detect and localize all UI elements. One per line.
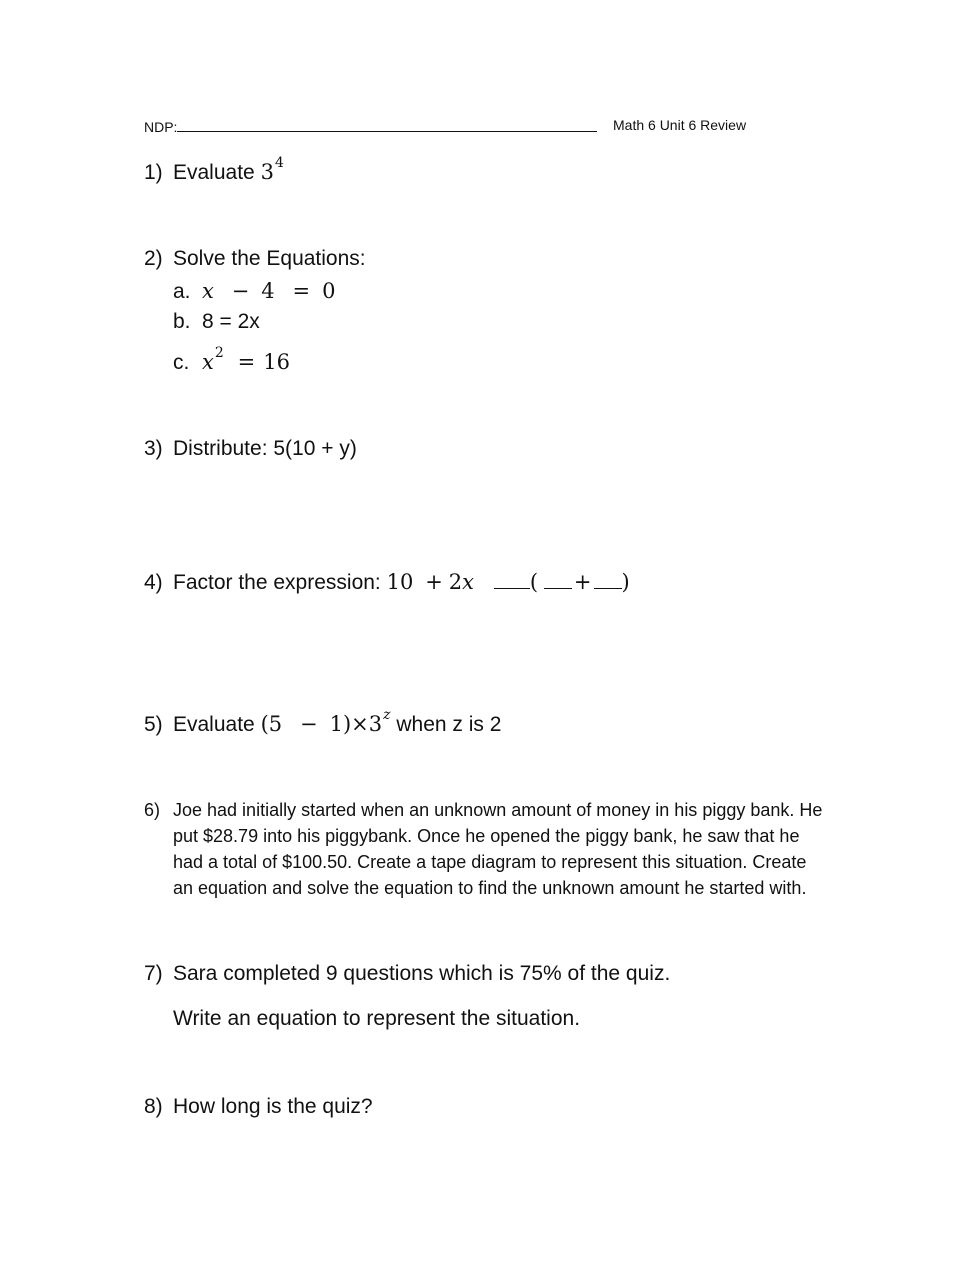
question-1 (144, 155, 284, 185)
equation-text: 8 = 2x (202, 310, 260, 333)
minus-sign: − (231, 279, 250, 303)
expression-constant: 10 (386, 570, 414, 594)
ndp-blank-line (177, 117, 597, 132)
question-text: Evaluate (173, 713, 255, 736)
part-label: c. (173, 351, 190, 374)
question-text: Evaluate (173, 161, 255, 184)
power-exponent: z (383, 707, 391, 723)
question-number: 1) (144, 161, 163, 184)
question-2-part-a (173, 279, 336, 304)
question-3 (144, 437, 357, 461)
ndp-field (144, 117, 597, 135)
question-number: 6) (144, 800, 161, 820)
answer-blank-term-2 (594, 570, 622, 589)
question-2-part-b (173, 310, 260, 334)
paren-term-1: (5 (260, 712, 283, 736)
part-label: a. (173, 280, 191, 303)
question-2 (144, 247, 366, 271)
close-paren: ) (621, 570, 630, 594)
plus-sign: + (573, 570, 592, 594)
plus-sign: + (425, 570, 443, 594)
question-text: Solve the Equations: (173, 247, 366, 270)
question-line: had a total of $100.50. Create a tape diagram to represent this situation. Create (173, 852, 807, 872)
question-7-subtext: Write an equation to represent the situation. (173, 1007, 581, 1030)
question-2-part-c (173, 345, 290, 375)
question-text: Distribute: 5(10 + y) (173, 437, 357, 460)
question-8 (144, 1095, 373, 1119)
paren-term-2: 1) (329, 712, 352, 736)
ndp-label: NDP: (144, 119, 178, 135)
expression-coefficient: 2 (448, 570, 463, 594)
question-line: Joe had initially started when an unknown amount of money in his piggy bank. He (173, 800, 823, 820)
question-number: 4) (144, 571, 163, 594)
open-paren: ( (529, 570, 539, 594)
rhs-value: 16 (263, 350, 290, 374)
question-line: an equation and solve the equation to find the unknown amount he started with. (173, 878, 807, 898)
worksheet-title: Math 6 Unit 6 Review (613, 117, 747, 133)
question-4 (144, 570, 630, 595)
power-exponent: 4 (274, 155, 284, 171)
question-tail: when z is 2 (396, 713, 502, 736)
constant: 4 (261, 279, 275, 303)
question-number: 2) (144, 247, 163, 270)
question-number: 7) (144, 962, 163, 985)
rhs-value: 0 (322, 279, 336, 303)
question-7 (144, 962, 670, 986)
minus-sign: − (299, 712, 318, 736)
variable-x: x (202, 350, 214, 374)
times-sign: × (351, 712, 369, 736)
variable-x: x (462, 570, 475, 594)
power-exponent: 2 (214, 345, 224, 361)
question-number: 5) (144, 713, 163, 736)
question-text: Sara completed 9 questions which is 75% of the quiz. (173, 962, 671, 985)
equals-sign: = (237, 350, 256, 374)
question-text: Factor the expression: (173, 571, 381, 594)
equals-sign: = (292, 279, 311, 303)
question-number: 8) (144, 1095, 163, 1118)
question-number: 3) (144, 437, 163, 460)
variable-x: x (202, 279, 214, 303)
question-line: put $28.79 into his piggybank. Once he opened the piggy bank, he saw that he (173, 826, 800, 846)
answer-blank-term-1 (544, 570, 572, 589)
part-label: b. (173, 310, 191, 333)
power-base: 3 (368, 712, 383, 736)
answer-blank-gcf (494, 570, 530, 589)
power-base: 3 (260, 160, 274, 184)
question-5 (144, 707, 502, 737)
question-text: How long is the quiz? (173, 1095, 373, 1118)
